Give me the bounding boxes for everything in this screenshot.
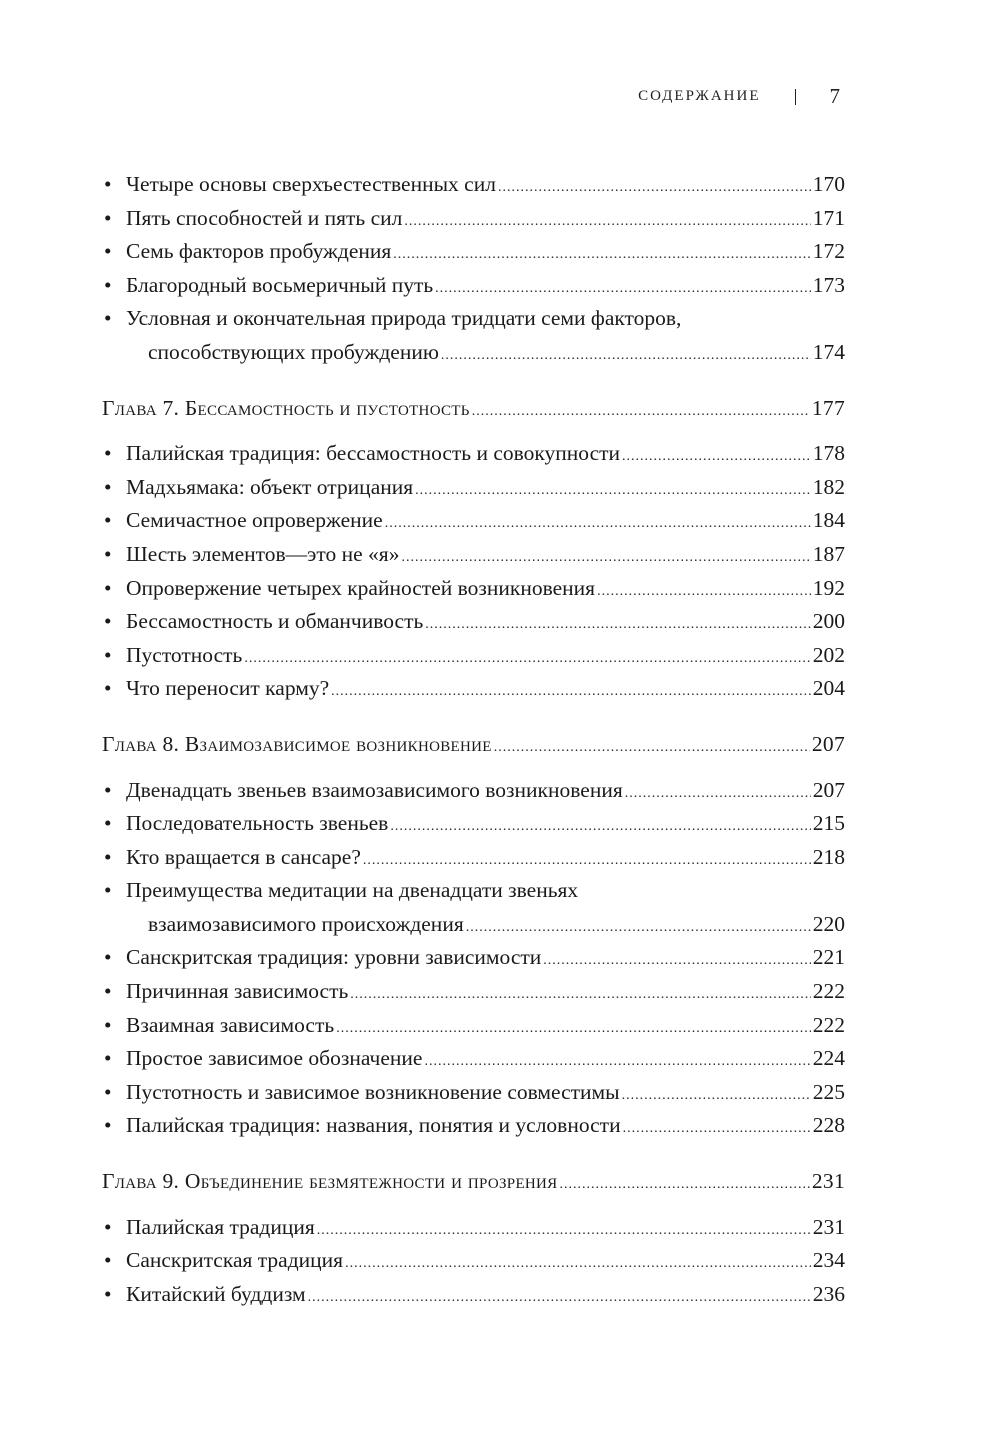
toc-entry[interactable] (102, 269, 845, 303)
chapter-heading[interactable] (102, 392, 845, 426)
toc-entry-title: Бессамостность и обманчивость (126, 609, 424, 634)
toc-entry[interactable] (102, 1109, 845, 1143)
bullet-icon: • (104, 441, 112, 466)
bullet-icon: • (104, 205, 112, 230)
toc-entry[interactable] (102, 168, 845, 202)
toc-entry[interactable] (102, 1211, 845, 1245)
toc-entry[interactable] (102, 504, 845, 538)
toc-entry[interactable] (102, 841, 845, 875)
toc-entry-page: 173 (812, 272, 845, 297)
dot-leader (345, 1244, 811, 1281)
dot-leader (308, 1278, 811, 1315)
toc-entry[interactable] (102, 202, 845, 236)
toc-entry-title: Палийская традиция: бессамостность и совокупности (126, 441, 621, 466)
dot-leader (336, 1009, 811, 1046)
toc-entry-title: Что переносит карму? (126, 676, 330, 701)
dot-leader (390, 807, 810, 844)
dot-leader (424, 1042, 810, 1079)
chapter-page: 231 (811, 1169, 845, 1194)
toc-entry-continuation[interactable] (102, 908, 845, 942)
bullet-icon: • (104, 878, 112, 903)
toc-entry[interactable] (102, 538, 845, 572)
bullet-icon: • (104, 777, 112, 802)
chapter-title: Глава 7. Бессамостность и пустотность (102, 395, 470, 420)
page-number: 7 (829, 84, 840, 108)
toc-entry-title: Семь факторов пробуждения (126, 239, 392, 264)
toc-entry-title: Семичастное опровержение (126, 508, 383, 533)
bullet-icon: • (104, 1012, 112, 1037)
toc-entry-page: 215 (812, 811, 845, 836)
toc-entry[interactable] (102, 975, 845, 1009)
toc-entry-page: 234 (812, 1248, 845, 1273)
toc-entry-title: взаимозависимого происхождения (148, 911, 464, 936)
bullet-icon: • (104, 811, 112, 836)
toc-entry[interactable] (102, 235, 845, 269)
toc-entry-title: Санскритская традиция (126, 1248, 344, 1273)
toc-entry-title: Пять способностей и пять сил (126, 205, 403, 230)
bullet-icon: • (104, 1079, 112, 1104)
dot-leader (494, 728, 810, 765)
toc-entry-page: 202 (812, 642, 845, 667)
bullet-icon: • (104, 474, 112, 499)
chapter-title: Глава 9. Объединение безмятежности и прозрения (102, 1169, 558, 1194)
toc-entry-page: 225 (812, 1079, 845, 1104)
bullet-icon: • (104, 676, 112, 701)
chapter-heading[interactable] (102, 728, 845, 762)
toc-entry-page: 172 (812, 239, 845, 264)
toc-entry-page: 170 (812, 172, 845, 196)
toc-entry-title: Палийская традиция: названия, понятия и условности (126, 1113, 621, 1138)
bullet-icon: • (104, 575, 112, 600)
table-of-contents (102, 168, 845, 1311)
toc-entry[interactable] (102, 1278, 845, 1312)
bullet-icon: • (104, 642, 112, 667)
dot-leader (350, 975, 810, 1012)
dot-leader (401, 538, 810, 575)
toc-entry-title: Пустотность и зависимое возникновение совместимы (126, 1079, 620, 1104)
dot-leader (543, 941, 810, 978)
bullet-icon: • (104, 508, 112, 533)
toc-entry-page: 224 (812, 1046, 845, 1071)
bullet-icon: • (104, 172, 112, 196)
bullet-icon: • (104, 1046, 112, 1071)
dot-leader (331, 672, 811, 709)
running-head-title: СОДЕРЖАНИЕ (638, 88, 761, 104)
toc-entry-page: 200 (812, 609, 845, 634)
toc-entry-title: Благородный восьмеричный путь (126, 272, 434, 297)
bullet-icon: • (104, 979, 112, 1004)
dot-leader (393, 235, 810, 272)
toc-entry-title: Пустотность (126, 642, 243, 667)
toc-entry-page: 231 (812, 1214, 845, 1239)
toc-entry[interactable] (102, 1009, 845, 1043)
bullet-icon: • (104, 272, 112, 297)
toc-entry-first-line[interactable] (102, 302, 845, 336)
dot-leader (559, 1165, 809, 1202)
bullet-icon: • (104, 306, 112, 331)
toc-entry-page: 192 (812, 575, 845, 600)
bullet-icon: • (104, 1281, 112, 1306)
toc-entry[interactable] (102, 471, 845, 505)
toc-entry-title: Преимущества медитации на двенадцати звеньях (126, 878, 579, 903)
dot-leader (597, 572, 811, 609)
dot-leader (425, 605, 810, 642)
toc-entry-first-line[interactable] (102, 874, 845, 908)
toc-entry-page: 178 (812, 441, 845, 466)
bullet-icon: • (104, 609, 112, 634)
toc-entry-page: 174 (812, 339, 845, 364)
toc-entry[interactable] (102, 1076, 845, 1110)
toc-entry[interactable] (102, 639, 845, 673)
toc-entry[interactable] (102, 605, 845, 639)
toc-entry-page: 204 (812, 676, 845, 701)
dot-leader (415, 471, 811, 508)
dot-leader (363, 841, 811, 878)
chapter-page: 207 (811, 731, 845, 756)
toc-entry-page: 222 (812, 979, 845, 1004)
dot-leader (623, 1109, 811, 1146)
toc-entry-title: Последовательность звеньев (126, 811, 389, 836)
toc-entry-page: 220 (812, 911, 845, 936)
dot-leader (625, 774, 811, 811)
toc-entry-page: 218 (812, 844, 845, 869)
toc-entry-title: Палийская традиция (126, 1214, 315, 1239)
bullet-icon: • (104, 1214, 112, 1239)
toc-entry-title: Кто вращается в сансаре? (126, 844, 361, 869)
dot-leader (385, 504, 811, 541)
toc-entry-title: Двенадцать звеньев взаимозависимого возникновения (126, 777, 623, 802)
running-head-divider (795, 89, 796, 105)
toc-entry-page: 187 (812, 541, 845, 566)
toc-entry-title: Четыре основы сверхъестественных сил (126, 172, 496, 196)
dot-leader (466, 908, 811, 945)
toc-entry-title: Санскритская традиция: уровни зависимости (126, 945, 542, 970)
chapter-heading[interactable] (102, 1165, 845, 1199)
toc-entry-title: Опровержение четырех крайностей возникновения (126, 575, 596, 600)
toc-entry-page: 184 (812, 508, 845, 533)
running-head (638, 84, 840, 109)
toc-entry-title: Шесть элементов—это не «я» (126, 541, 400, 566)
dot-leader (441, 336, 811, 373)
toc-entry-page: 171 (812, 205, 845, 230)
toc-entry-continuation[interactable] (102, 336, 845, 370)
bullet-icon: • (104, 239, 112, 264)
bullet-icon: • (104, 1113, 112, 1138)
dot-leader (244, 639, 810, 676)
dot-leader (472, 392, 810, 429)
chapter-title: Глава 8. Взаимозависимое возникновение (102, 731, 492, 756)
dot-leader (498, 168, 811, 205)
dot-leader (317, 1211, 811, 1248)
chapter-page: 177 (811, 395, 845, 420)
dot-leader (622, 437, 811, 474)
toc-entry-page: 207 (812, 777, 845, 802)
toc-entry[interactable] (102, 572, 845, 606)
bullet-icon: • (104, 844, 112, 869)
toc-entry-title: Условная и окончательная природа тридцати семи факторов, (126, 306, 682, 331)
bullet-icon: • (104, 541, 112, 566)
toc-entry-title: Мадхьямака: объект отрицания (126, 474, 414, 499)
toc-entry-title: способствующих пробуждению (148, 339, 439, 364)
dot-leader (622, 1076, 811, 1113)
toc-entry[interactable] (102, 1244, 845, 1278)
bullet-icon: • (104, 1248, 112, 1273)
dot-leader (404, 202, 810, 239)
toc-entry[interactable] (102, 1042, 845, 1076)
toc-entry-title: Китайский буддизм (126, 1281, 306, 1306)
toc-entry[interactable] (102, 672, 845, 706)
toc-entry-page: 228 (812, 1113, 845, 1138)
toc-entry-page: 236 (812, 1281, 845, 1306)
toc-entry[interactable] (102, 941, 845, 975)
toc-entry[interactable] (102, 807, 845, 841)
toc-entry-page: 221 (812, 945, 845, 970)
toc-entry[interactable] (102, 774, 845, 808)
toc-entry-page: 182 (812, 474, 845, 499)
dot-leader (435, 269, 811, 306)
toc-entry-title: Простое зависимое обозначение (126, 1046, 423, 1071)
toc-entry[interactable] (102, 437, 845, 471)
bullet-icon: • (104, 945, 112, 970)
toc-entry-title: Причинная зависимость (126, 979, 349, 1004)
toc-entry-page: 222 (812, 1012, 845, 1037)
toc-entry-title: Взаимная зависимость (126, 1012, 335, 1037)
